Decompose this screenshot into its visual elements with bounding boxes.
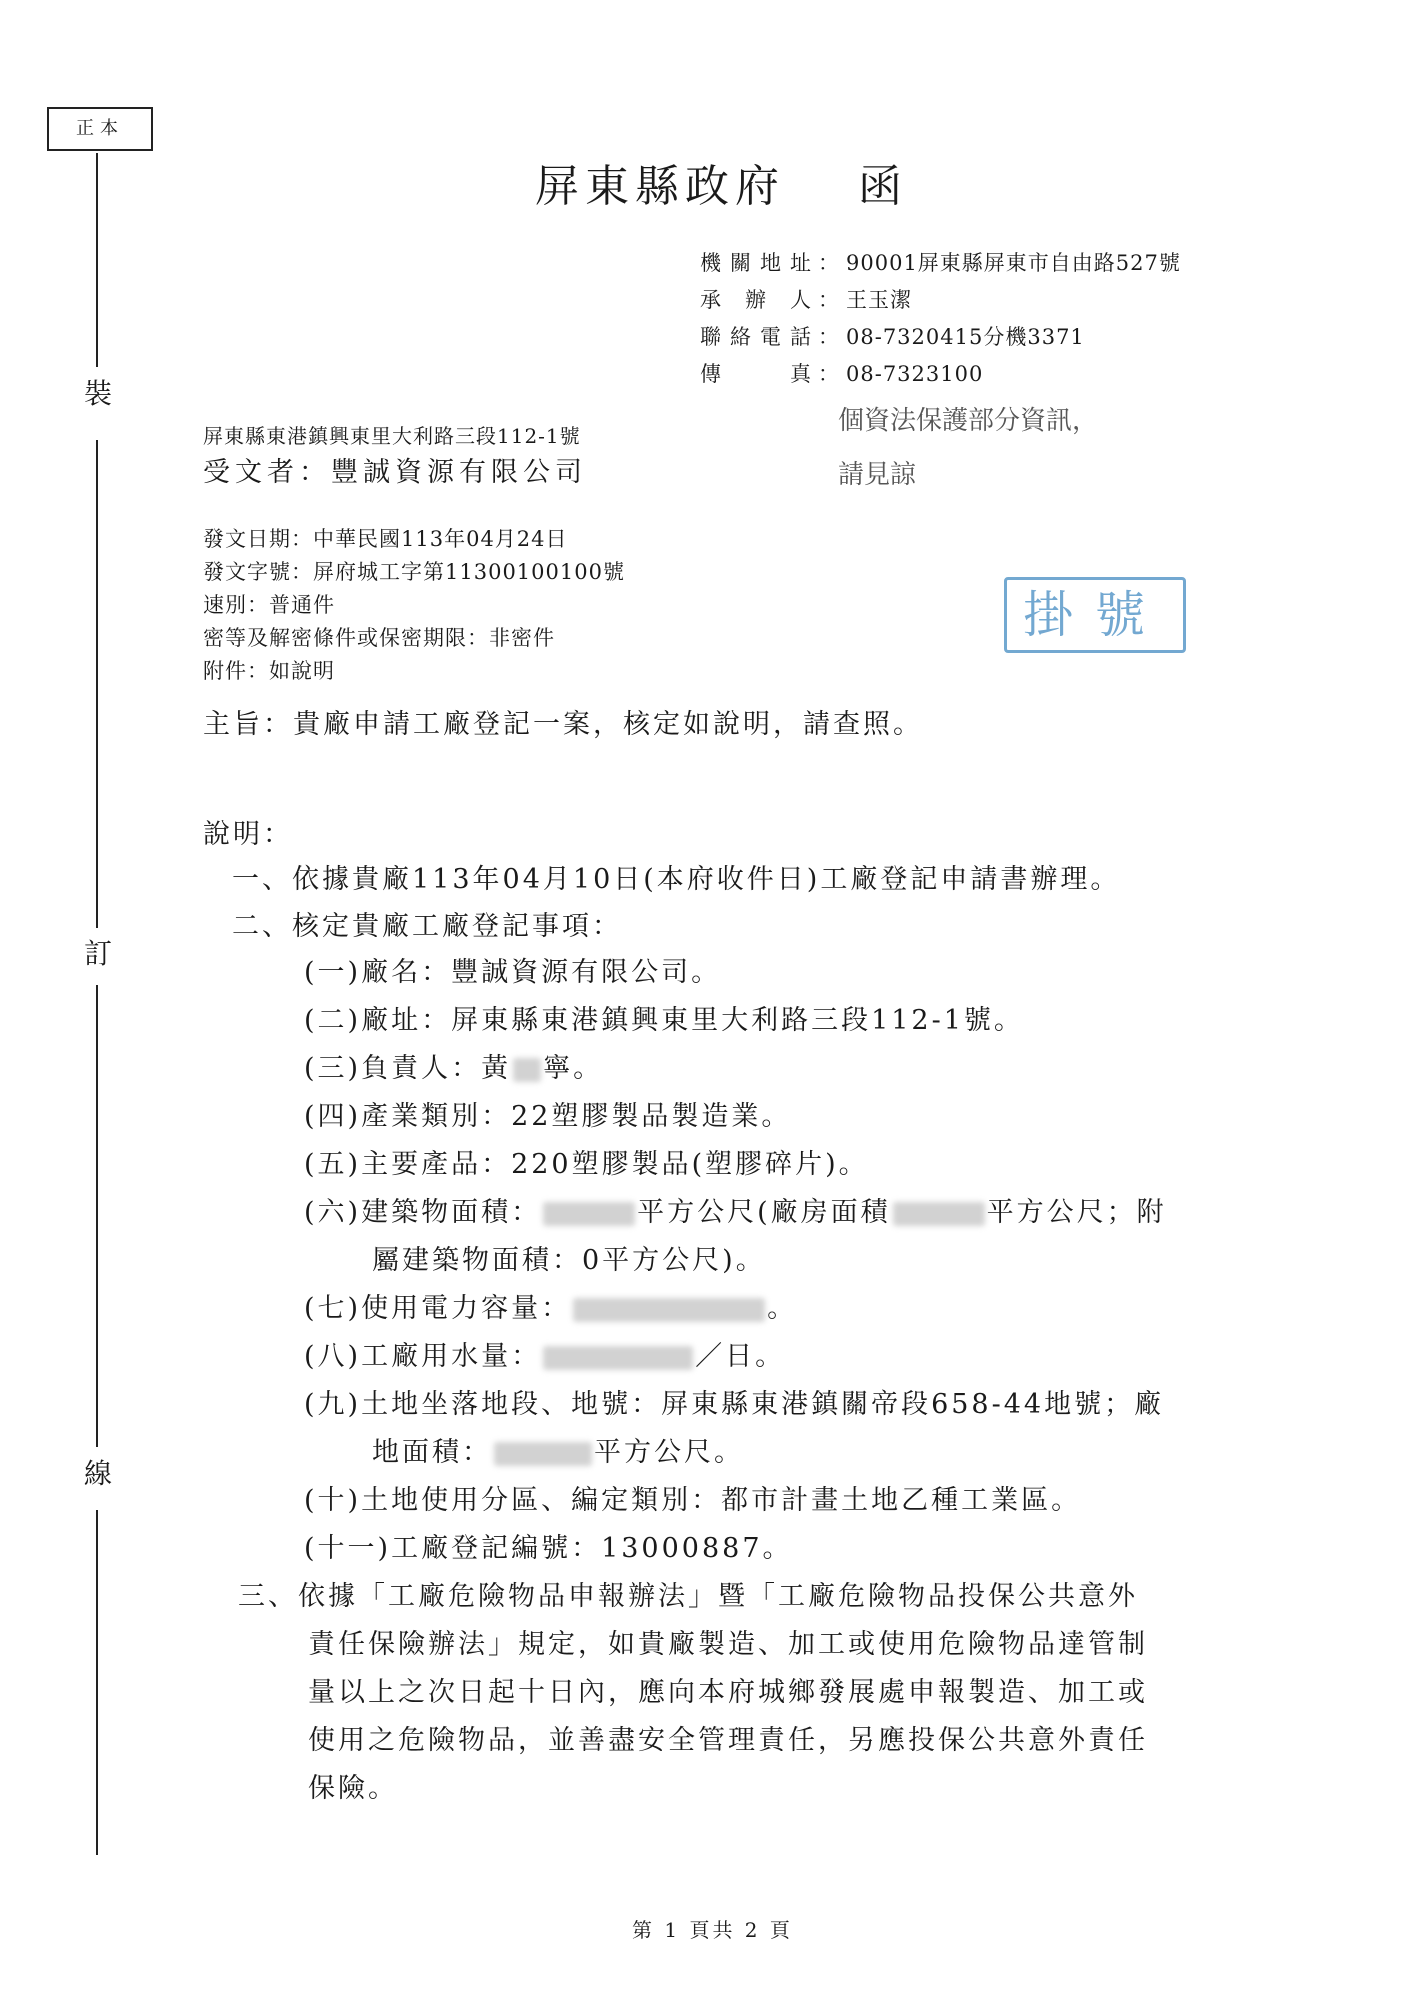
- subject-line: 主旨：貴廠申請工廠登記一案，核定如說明，請查照。: [203, 709, 923, 740]
- sub-item-10: (十)土地使用分區、編定類別：都市計畫土地乙種工業區。: [304, 1485, 1082, 1516]
- handler-value: 王玉潔: [846, 288, 912, 312]
- annex-area-label: 平方公尺；附: [986, 1197, 1167, 1228]
- redacted-owner-name: [513, 1058, 541, 1082]
- power-capacity-label: (七)使用電力容量：: [304, 1293, 572, 1324]
- item-three-line3: 量以上之次日起十日內，應向本府城鄉發展處申報製造、加工或: [308, 1677, 1148, 1708]
- recipient-name: 豐誠資源有限公司: [331, 457, 587, 488]
- sub-item-7: [304, 1286, 797, 1325]
- registered-mail-stamp: 掛號: [1004, 577, 1186, 653]
- owner-name-end: 寧。: [543, 1053, 604, 1084]
- colon: ：: [818, 251, 840, 275]
- building-area-label: (六)建築物面積：: [304, 1197, 542, 1228]
- phone-value: 08-7320415分機3371: [846, 325, 1085, 349]
- binding-char-xian: 線: [84, 1457, 113, 1490]
- redacted-building-area: [543, 1202, 635, 1226]
- owner-label: (三)負責人：黃: [304, 1053, 512, 1084]
- power-capacity-end: 。: [767, 1293, 798, 1324]
- colon: ：: [818, 362, 840, 386]
- sub-item-11: (十一)工廠登記編號：13000887。: [304, 1533, 793, 1564]
- item-three-line5: 保險。: [308, 1773, 398, 1804]
- recipient-line: [203, 450, 587, 489]
- item-one: 一、依據貴廠113年04月10日(本府收件日)工廠登記申請書辦理。: [232, 864, 1121, 895]
- sub-item-6: [304, 1190, 1167, 1229]
- recipient-address: 屏東縣東港鎮興東里大利路三段112-1號: [203, 424, 581, 448]
- sub-item-2: (二)廠址：屏東縣東港鎮興東里大利路三段112-1號。: [304, 1005, 1024, 1036]
- water-usage-label: (八)工廠用水量：: [304, 1341, 542, 1372]
- redacted-factory-area: [893, 1202, 985, 1226]
- phone-row: [700, 321, 1085, 351]
- sub-item-3: [304, 1046, 603, 1085]
- item-three-line2: 責任保險辦法」規定，如貴廠製造、加工或使用危險物品達管制: [308, 1629, 1148, 1660]
- redacted-land-area: [494, 1442, 592, 1466]
- agency-address-label: 機關地址: [700, 251, 812, 275]
- doc-title-agency: 屏東縣政府: [535, 161, 785, 212]
- doc-number: 發文字號：屏府城工字第11300100100號: [203, 560, 625, 584]
- sub-item-6-cont: 屬建築物面積：0平方公尺)。: [372, 1245, 766, 1276]
- land-area-end: 平方公尺。: [594, 1437, 744, 1468]
- binding-line-4: [96, 1510, 98, 1855]
- privacy-note-line2: 請見諒: [838, 460, 917, 490]
- recipient-label: 受文者：: [203, 457, 331, 488]
- item-three-line1: 三、依據「工廠危險物品申報辦法」暨「工廠危險物品投保公共意外: [238, 1581, 1138, 1612]
- sub-item-8: [304, 1334, 785, 1373]
- handler-label: 承辦人: [700, 288, 812, 312]
- page-number: 第 1 頁共 2 頁: [632, 1918, 793, 1942]
- explanation-heading: 說明：: [203, 819, 293, 850]
- binding-line-2: [96, 440, 98, 928]
- sub-item-9-cont: [372, 1430, 744, 1469]
- binding-line-3: [96, 985, 98, 1447]
- redacted-water-usage: [543, 1346, 693, 1370]
- copy-label: 正本: [47, 107, 153, 151]
- colon: ：: [818, 288, 840, 312]
- agency-address-row: [700, 247, 1181, 277]
- binding-char-zhuang: 裝: [84, 377, 113, 410]
- colon: ：: [818, 325, 840, 349]
- handler-row: [700, 284, 912, 314]
- fax-label: 傳真: [700, 362, 812, 386]
- binding-char-ding: 訂: [84, 937, 113, 970]
- secrecy-level: 密等及解密條件或保密期限：非密件: [203, 626, 555, 650]
- fax-value: 08-7323100: [846, 362, 984, 386]
- privacy-note-line1: 個資法保護部分資訊，: [838, 406, 1099, 436]
- sub-item-5: (五)主要產品：220塑膠製品(塑膠碎片)。: [304, 1149, 869, 1180]
- delivery-speed: 速別：普通件: [203, 593, 335, 617]
- doc-title-type: 函: [858, 161, 902, 212]
- issue-date: 發文日期：中華民國113年04月24日: [203, 527, 568, 551]
- sub-item-9: (九)土地坐落地段、地號：屏東縣東港鎮關帝段658-44地號；廠: [304, 1389, 1165, 1420]
- sub-item-4: (四)產業類別：22塑膠製品製造業。: [304, 1101, 792, 1132]
- land-area-label: 地面積：: [372, 1437, 492, 1468]
- item-two: 二、核定貴廠工廠登記事項：: [232, 911, 622, 942]
- binding-line-1: [96, 153, 98, 367]
- item-three-line4: 使用之危險物品，並善盡安全管理責任，另應投保公共意外責任: [308, 1725, 1148, 1756]
- water-usage-end: ／日。: [695, 1341, 786, 1372]
- sub-item-1: (一)廠名：豐誠資源有限公司。: [304, 957, 722, 988]
- phone-label: 聯絡電話: [700, 325, 812, 349]
- fax-row: [700, 358, 983, 388]
- factory-area-label: 平方公尺(廠房面積: [637, 1197, 891, 1228]
- redacted-power-capacity: [573, 1298, 765, 1322]
- agency-address-value: 90001屏東縣屏東市自由路527號: [846, 251, 1181, 275]
- attachment: 附件：如說明: [203, 659, 335, 683]
